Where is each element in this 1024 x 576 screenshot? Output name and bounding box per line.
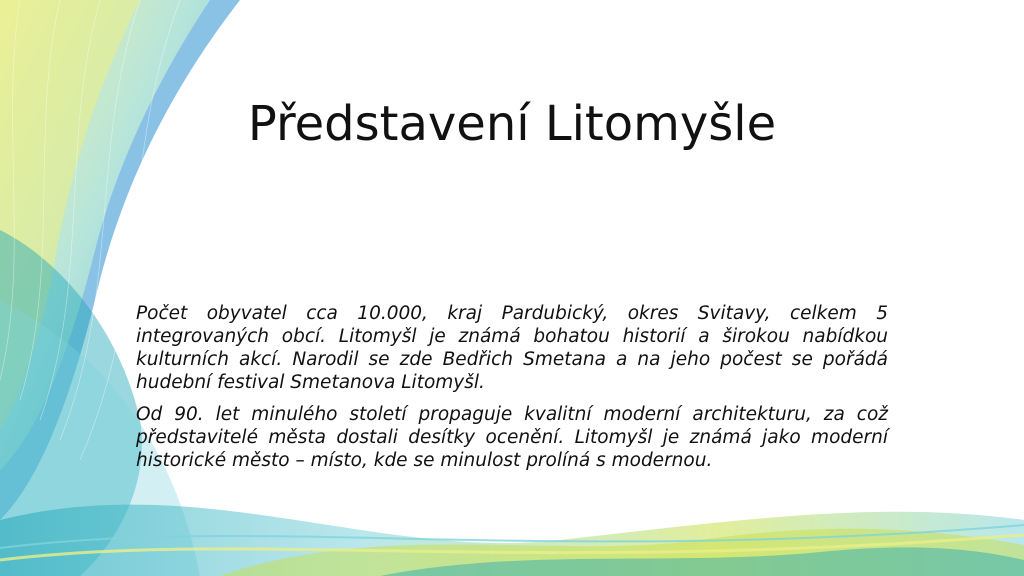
body-paragraph: Počet obyvatel cca 10.000, kraj Pardubický, okres Svitavy, celkem 5 integrovaných obcí. Litomyšl je známá bohatou historií a širokou nabídkou kulturních akcí. Narodil se zde Bedřich Smetana a na jeho počest se pořádá hudební festival Smetanova Litomyšl.: [136, 303, 888, 393]
slide-title: Představení Litomyšle: [247, 96, 777, 152]
body-paragraph: Od 90. let minulého století propaguje kvalitní moderní architekturu, za což představitelé města dostali desítky ocenění. Litomyšl je známá jako moderní historické město – místo, kde se minulost prolíná s modernou.: [136, 404, 888, 471]
slide-body: [136, 302, 888, 481]
